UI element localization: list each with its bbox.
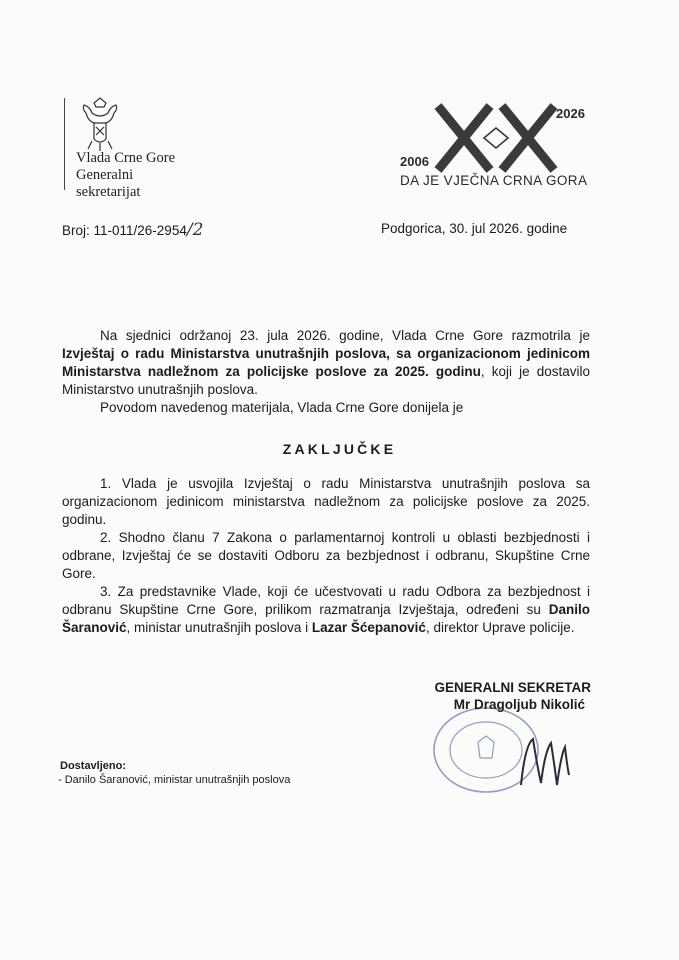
conclusion-3 — [62, 583, 590, 637]
representative-1: Danilo Šaranović — [62, 602, 590, 635]
representative-2: Lazar Šćepanović — [311, 620, 426, 635]
delivered-label: Dostavljeno: — [60, 760, 127, 772]
logo-year-end: 2026 — [556, 106, 585, 121]
conclusion-1: 1. Vlada je usvojila Izvještaj o radu Ministarstva unutrašnjih poslova sa organizacionom jedinicom ministarstva nadležnom za policijske poslove za 2025. godinu. — [62, 476, 590, 527]
intro-decision-line: Povodom navedenog materijala, Vlada Crne Gore donijela je — [100, 400, 464, 415]
intro-text-b: , koji je dostavilo Ministarstvo unutrašnjih poslova. — [62, 364, 590, 397]
signatory-name: Mr Dragoljub Nikolić — [453, 697, 585, 712]
place-date: Podgorica, 30. jul 2026. godine — [381, 221, 568, 236]
conclusion-3-text-b: , ministar unutrašnjih poslova i — [126, 620, 312, 635]
org-unit-line1: Generalni — [76, 167, 134, 183]
intro-report-title: Izvještaj o radu Ministarstva unutrašnjih poslova, sa organizacionom jedinicom Ministarstva nadležnom za policijske poslove za 2025. godinu — [62, 346, 590, 379]
document-title: ZAKLJUČKE — [282, 441, 397, 457]
intro-text-a: Na sjednici održanoj 23. jula 2026. godine, Vlada Crne Gore razmotrila je — [100, 328, 590, 343]
conclusion-3-text-a: 3. Za predstavnike Vlade, koji će učestvovati u radu Odbora za bezbjednost i odbranu Skupštine Crne Gore, prilikom razmatranja Izvještaja, određeni su — [62, 584, 590, 617]
document-number-text: Broj: 11-011/26-2954 — [62, 223, 187, 238]
conclusion-2: 2. Shodno članu 7 Zakona o parlamentarnoj kontroli u oblasti bezbjednosti i odbrane, Izvještaj će se dostaviti Odboru za bezbjednost i odbranu, Skupštine Crne Gore. — [62, 530, 590, 581]
conclusions — [62, 475, 590, 637]
org-name: Vlada Crne Gore — [76, 150, 176, 166]
handwritten-number: /2 — [186, 220, 204, 240]
handwritten-signature — [515, 725, 575, 795]
org-unit-line2: sekretarijat — [76, 184, 141, 200]
conclusion-3-text-c: , direktor Uprave policije. — [425, 620, 575, 635]
logo-tagline: DA JE VJEČNA CRNA GORA — [400, 173, 588, 188]
coat-of-arms-icon — [78, 95, 122, 153]
logo-year-start: 2006 — [400, 154, 429, 169]
delivered-item: - Danilo Šaranović, ministar unutrašnjih poslova — [58, 774, 291, 786]
document-number — [62, 220, 203, 240]
signature-role: GENERALNI SEKRETAR — [434, 680, 591, 695]
intro-paragraph — [62, 327, 590, 417]
header-divider — [64, 98, 65, 190]
